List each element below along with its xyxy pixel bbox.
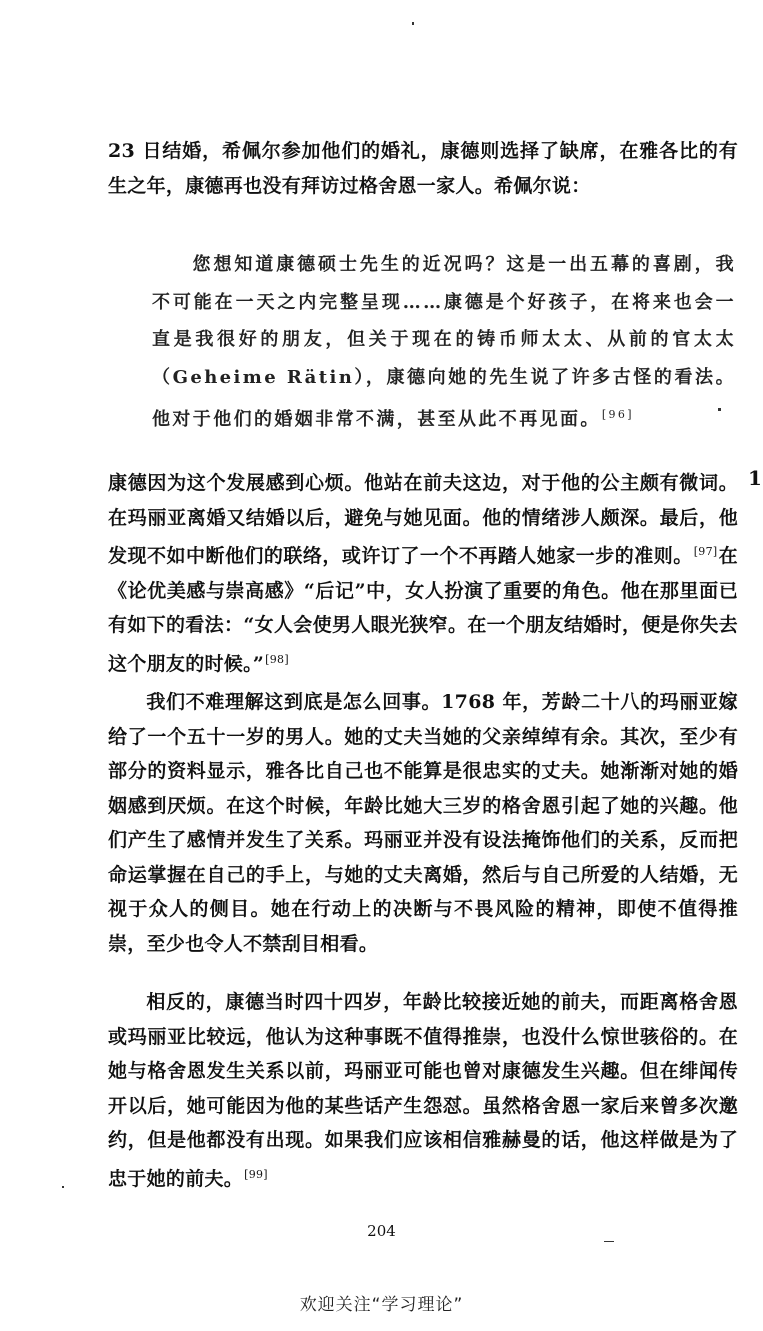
scan-speck: [412, 22, 414, 25]
footnote-ref-96[interactable]: [96]: [601, 408, 634, 421]
paragraph-1: [108, 134, 738, 203]
paragraph-2: [108, 466, 738, 681]
scan-speck: [718, 408, 721, 411]
paragraph-2-text-a: 康德因为这个发展感到心烦。他站在前夫这边，对于他的公主颇有微词。在玛丽亚离婚又结婚以后，避免与她见面。他的情绪涉人颇深。最后，他发现不如中断他们的联络，或许订了一个不再踏人她家一步的准则。: [108, 472, 738, 567]
scan-speck: [62, 1186, 64, 1188]
paragraph-3-text: 我们不难理解这到底是怎么回事。1768 年，芳龄二十八的玛丽亚嫁给了一个五十一岁的男人。她的丈夫当她的父亲绰绰有余。其次，至少有部分的资料显示，雅各比自己也不能算是很忠实的丈夫。她渐渐对她的婚姻感到厌烦。在这个时候，年龄比她大三岁的格舍恩引起了她的兴趣。他们产生了感情并发生了关系。玛丽亚并没有设法掩饰他们的关系，反而把命运掌握在自己的手上，与她的丈夫离婚，然后与自己所爱的人结婚，无视于众人的侧目。她在行动上的决断与不畏风险的精神，即使不值得推崇，至少也令人不禁刮目相看。: [108, 691, 738, 955]
footnote-ref-97[interactable]: [97]: [693, 545, 718, 558]
paragraph-3: [108, 685, 738, 961]
footnote-ref-99[interactable]: [99]: [244, 1167, 268, 1181]
footer-caption: 欢迎关注“学习理论”: [299, 1295, 464, 1315]
quote-text: 您想知道康德硕士先生的近况吗？这是一出五幕的喜剧，我不可能在一天之内完整呈现……康德是个好孩子，在将来也会一直是我很好的朋友，但关于现在的铸币师太太、从前的官太太（Geheime Rätin），康德向她的先生说了许多古怪的看法。他对于他们的婚姻非常不满，甚至从此不再见面。: [152, 254, 736, 430]
paragraph-4: [108, 985, 738, 1196]
page-number: 204: [367, 1222, 396, 1240]
paragraph-1-text: 23 日结婚，希佩尔参加他们的婚礼，康德则选择了缺席，在雅各比的有生之年，康德再也没有拜访过格舍恩一家人。希佩尔说：: [108, 140, 738, 197]
footnote-ref-98[interactable]: [98]: [265, 652, 289, 666]
paragraph-4-text: 相反的，康德当时四十四岁，年龄比较接近她的前夫，而距离格舍恩或玛丽亚比较远，他认为这种事既不值得推崇，也没什么惊世骇俗的。在她与格舍恩发生关系以前，玛丽亚可能也曾对康德发生兴趣。但在绯闻传开以后，她可能因为他的某些话产生怨怼。虽然格舍恩一家后来曾多次邀约，但是他都没有出现。如果我们应该相信雅赫曼的话，他这样做是为了忠于她的前夫。: [108, 991, 738, 1190]
scan-speck: [604, 1241, 614, 1242]
paragraph-2-text-b: 在《论优美感与崇高感》“后记”中，女人扮演了重要的角色。他在那里面已有如下的看法：“女人会使男人眼光狭窄。在一个朋友结婚时，便是你失去这个朋友的时候。”: [108, 545, 738, 675]
block-quote: [152, 246, 736, 439]
margin-mark: 1: [748, 466, 762, 490]
